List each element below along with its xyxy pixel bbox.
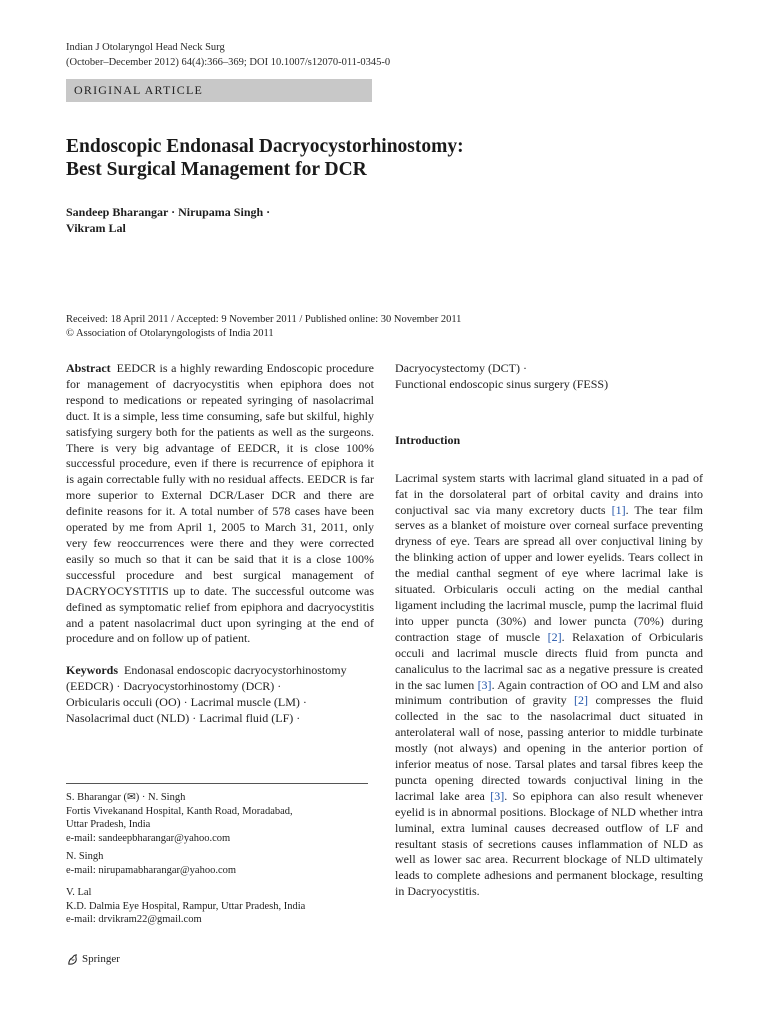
intro-text: . So epiphora can also result whenever eyelid is in abnormal positions. Blockage of NLD whether intra luminal, extra luminal causes decreased outflow of LF and resultant stasis of secretions causes inflammation of NLD as well as lower sac area. Recurrent blockage of NLD ultimately leads to complete adhesions and permanent blockage, resulting in Dacryocystitis.	[395, 788, 703, 899]
paper-title	[66, 135, 706, 181]
intro-text: . The tear film serves as a blanket of moisture over corneal surface preventing dryness of eye. Tears are spread all over conjuctival lining by the blinking action of upper and lower eyelids. Tears collect in the medial canthal segment of eye where lacrimal lake is situated. Orbicularis occuli acting on the medial canthal ligament including the lacrimal muscle, pump the lacrimal fluid into upper puncta (30%) and lower puncta (70%) during contraction stage of muscle	[395, 502, 704, 644]
affiliation-email[interactable]: e-mail: sandeepbharangar@yahoo.com	[66, 832, 231, 844]
title-line-1: Endoscopic Endonasal Dacryocystorhinostomy:	[66, 136, 464, 157]
affiliation-email[interactable]: e-mail: drvikram22@gmail.com	[66, 914, 202, 925]
citation-link[interactable]: [2]	[574, 693, 589, 708]
intro-text: . Relaxation of Orbicularis occuli and lacrimal muscle directs fluid from puncta and canaliculus to the lacrimal sac as a negative pressure is created in the sac lumen	[395, 629, 704, 692]
journal-citation: Indian J Otolaryngol Head Neck Surg	[66, 42, 225, 53]
keywords-line-4: Nasolacrimal duct (NLD) · Lacrimal fluid (LF) ·	[66, 711, 301, 726]
abstract-label: Abstract	[66, 361, 111, 375]
left-column	[66, 361, 374, 727]
introduction-paragraph	[395, 471, 703, 900]
affiliation-line: N. Singh	[66, 851, 104, 862]
journal-doi: (October–December 2012) 64(4):366–369; DOI 10.1007/s12070-011-0345-0	[66, 57, 391, 68]
affiliation-lal	[66, 886, 376, 927]
affiliation-line: V. Lal	[66, 887, 92, 898]
keywords-cont-line-2: Functional endoscopic sinus surgery (FESS)	[395, 376, 609, 391]
abstract	[66, 361, 374, 647]
keywords-line-2: (EEDCR) · Dacryocystorhinostomy (DCR) ·	[66, 679, 282, 694]
keywords-continued	[395, 361, 703, 393]
springer-horse-icon	[66, 953, 79, 966]
affiliation-line: K.D. Dalmia Eye Hospital, Rampur, Uttar Pradesh, India	[66, 900, 306, 912]
publisher-footer	[66, 951, 120, 967]
intro-text: compresses the fluid collected in the sac to the nasolacrimal duct situated in anterolateral wall of nose, passing anterior to middle turbinate mostly (not always) and opening in the anterior portion of inferior meatus of nose. Tarsal plates and tarsal fibres keep the puncta opening directed towards conjuctival lining in the lacrimal lake area	[395, 693, 703, 803]
introduction-heading: Introduction	[395, 432, 461, 447]
citation-link[interactable]: [3]	[490, 788, 505, 803]
affiliation-line: Fortis Vivekanand Hospital, Kanth Road, Moradabad,	[66, 805, 293, 817]
intro-text: Lacrimal system starts with lacrimal gland situated in a pad of fat in the dorsolateral part of orbital cavity and drains into conjuctival sac via many excretory ducts	[395, 470, 703, 517]
keywords-line-3: Orbicularis occuli (OO) · Lacrimal muscle (LM) ·	[66, 695, 307, 710]
affiliation-bharangar	[66, 791, 376, 845]
intro-text: . Again contraction of OO and LM and also minimum contribution of gravity	[395, 677, 704, 708]
authors-line-2: Vikram Lal	[66, 221, 126, 235]
footnote-divider	[66, 783, 368, 784]
citation-link[interactable]: [2]	[547, 629, 562, 644]
affiliation-email[interactable]: e-mail: nirupamabharangar@yahoo.com	[66, 864, 237, 876]
keywords-label: Keywords	[66, 663, 118, 678]
right-column	[395, 361, 703, 900]
author-list	[66, 204, 486, 236]
affiliation-singh	[66, 850, 376, 877]
affiliation-line: Uttar Pradesh, India	[66, 819, 151, 830]
publication-dates	[66, 313, 706, 341]
title-line-2: Best Surgical Management for DCR	[66, 159, 367, 180]
article-type-banner: ORIGINAL ARTICLE	[66, 79, 372, 102]
abstract-text: EEDCR is a highly rewarding Endoscopic procedure for management of dacryocystitis when epiphora does not respond to medications or repeated syringing of nasolacrimal duct. It is a simple, less time consuming, safe but skilful, highly satisfying surgery both for the patients as well as the surgeons. There is very big advantage of EEDCR, it is close 100% successful procedure, even if there is recurrence of epiphora it is again correctable fully with no residual affects. EEDCR is far more superior to External DCR/Laser DCR and there are definite reasons for it. A total number of 578 cases have been operated by me from April 1, 2005 to March 31, 2011, only very few reoccurrences were there and they were corrected easily so much so that it can be said that it is a close 100% successful procedure and best surgical management of DACRYOCYSTITIS up to date. The successful outcome was defined as symptomatic relief from epiphora and dacryocystitis and a patent nasolacrimal duct upon syringing at the end of procedure and on follow up of patient.	[66, 361, 374, 646]
journal-header	[66, 40, 390, 70]
keywords-line-1: Endonasal endoscopic dacryocystorhinostomy	[124, 663, 347, 678]
citation-link[interactable]: [3]	[477, 677, 492, 692]
dates-line: Received: 18 April 2011 / Accepted: 9 November 2011 / Published online: 30 November 2011	[66, 314, 462, 325]
authors-line-1: Sandeep Bharangar · Nirupama Singh ·	[66, 205, 271, 219]
affiliation-line: S. Bharangar (✉) · N. Singh	[66, 792, 186, 803]
keywords	[66, 663, 374, 727]
copyright-line: © Association of Otolaryngologists of India 2011	[66, 328, 274, 339]
keywords-cont-line-1: Dacryocystectomy (DCT) ·	[395, 361, 527, 375]
publisher-name: Springer	[82, 953, 120, 965]
citation-link[interactable]: [1]	[611, 502, 626, 517]
